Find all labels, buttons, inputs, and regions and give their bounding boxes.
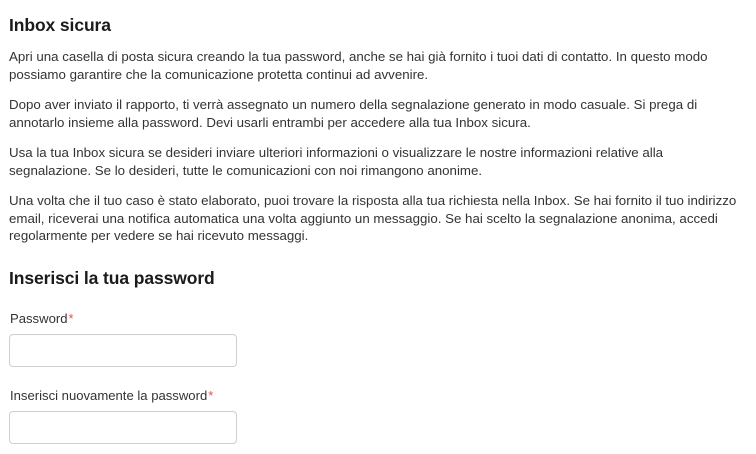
password-form (9, 267, 748, 444)
password-label (10, 311, 748, 327)
intro-text-block (9, 48, 748, 245)
required-asterisk: * (68, 310, 74, 326)
password-confirm-label (10, 388, 748, 404)
intro-paragraph-4: Una volta che il tuo caso è stato elaborato, puoi trovare la risposta alla tua richiesta nella Inbox. Se hai fornito il tuo indirizzo email, riceverai una notifica automatica una volta aggiunto un messaggio. Se hai scelto la segnalazione anonima, accedi regolarmente per vedere se hai ricevuto messaggi. (9, 193, 737, 243)
password-confirm-label-text: Inserisci nuovamente la password (10, 387, 208, 403)
page-title: Inbox sicura (9, 15, 111, 35)
password-label-text: Password (10, 310, 68, 326)
password-input[interactable] (9, 334, 237, 367)
password-confirm-input[interactable] (9, 411, 237, 444)
required-asterisk: * (208, 387, 214, 403)
intro-paragraph-3: Usa la tua Inbox sicura se desideri inviare ulteriori informazioni o visualizzare le nostre informazioni relative alla segnalazione. Se lo desideri, tutte le comunicazioni con noi rimangono anonime. (9, 145, 664, 178)
intro-paragraph-2: Dopo aver inviato il rapporto, ti verrà assegnato un numero della segnalazione generato in modo casuale. Si prega di annotarlo insieme alla password. Devi usarli entrambi per accedere alla tua Inbox sicura. (9, 97, 698, 130)
field-password (9, 311, 748, 367)
intro-paragraph-1: Apri una casella di posta sicura creando la tua password, anche se hai già fornito i tuoi dati di contatto. In questo modo possiamo garantire che la comunicazione protetta continui ad avvenire. (9, 49, 708, 82)
field-password-confirm (9, 388, 748, 444)
form-heading: Inserisci la tua password (9, 267, 215, 288)
